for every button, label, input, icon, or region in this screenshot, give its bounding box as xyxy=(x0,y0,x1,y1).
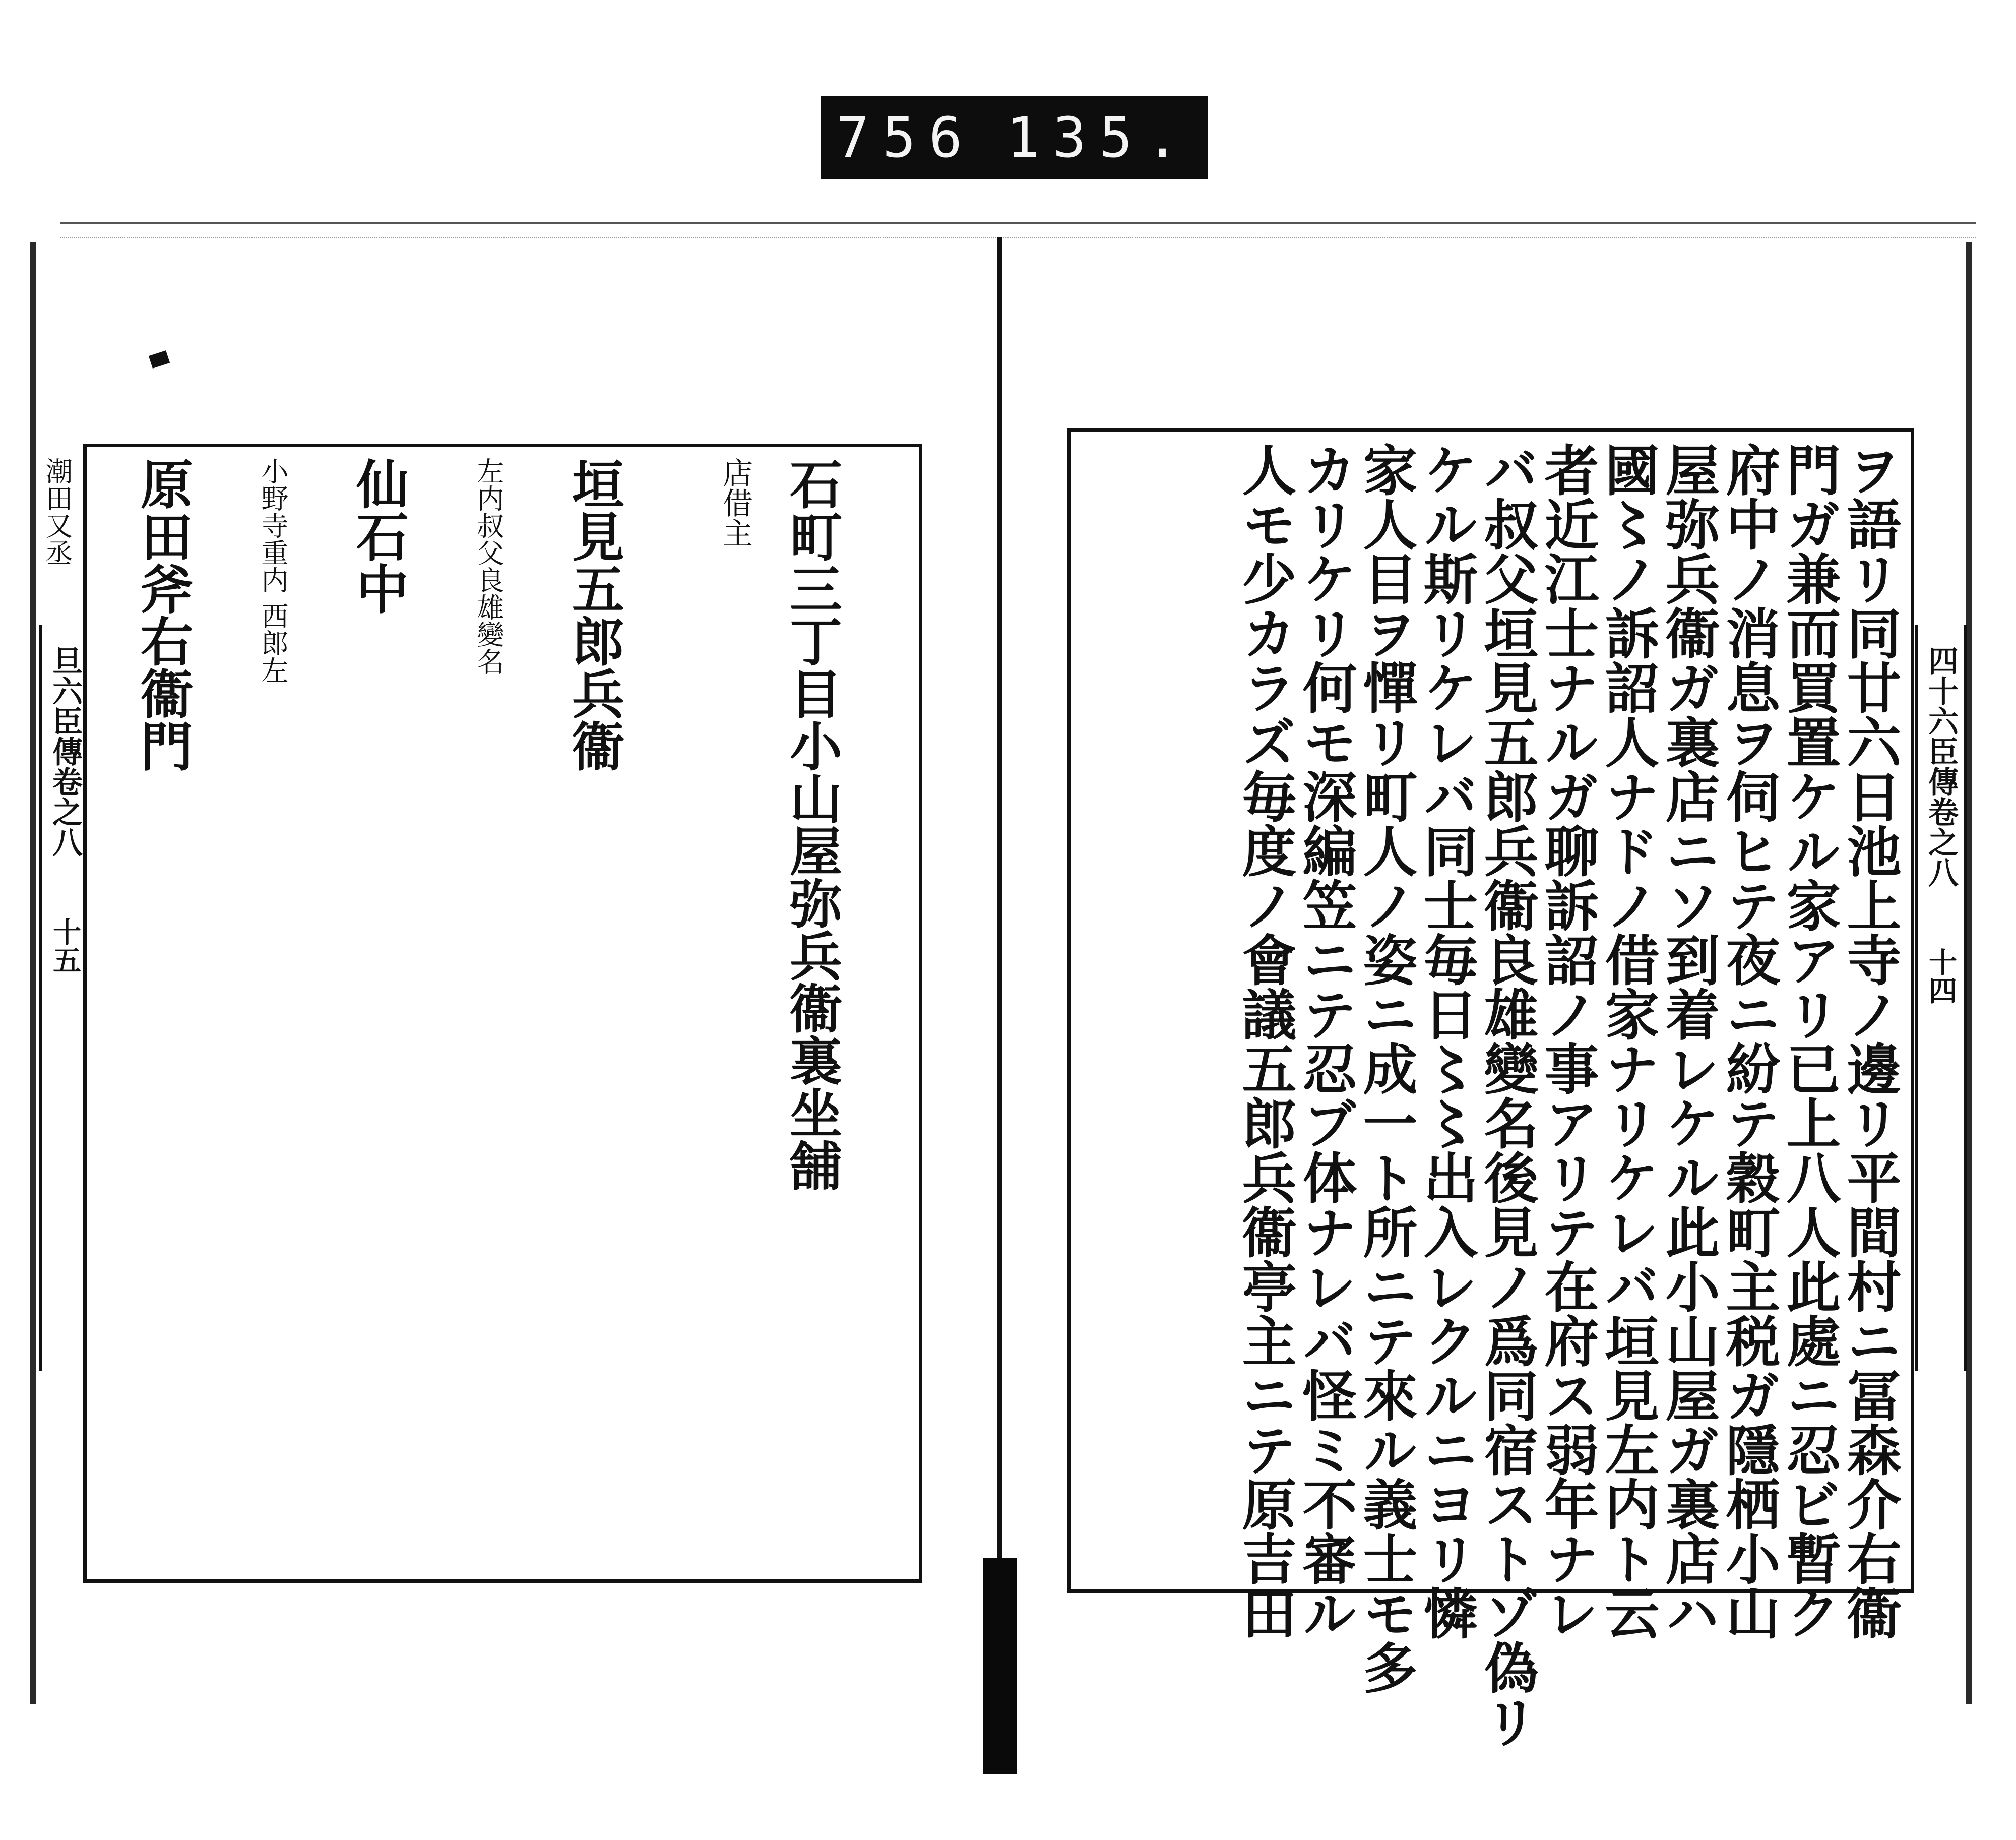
left-signature-text: 旦六臣傳卷之八 xyxy=(47,645,83,857)
left-folio-number: 十五 xyxy=(48,917,82,974)
resident-note: 潮田又丞 xyxy=(41,457,73,566)
text-column: 屋弥兵衞ガ裏店ニソ到着レケル此小山屋ガ裏店ハ xyxy=(1656,442,1720,1640)
resident-name: 垣見五郎兵衞 xyxy=(563,457,625,772)
book-top-edge xyxy=(60,222,1976,238)
text-column: 石町三丁目小山屋弥兵衞裏坐舗 xyxy=(781,457,843,1191)
text-column xyxy=(473,457,719,1569)
archive-number-left: 756 xyxy=(836,105,976,170)
text-column xyxy=(258,457,473,1569)
resident-note: 小野寺重内 西郎左 xyxy=(257,457,289,684)
resident-name: 仙石中 xyxy=(347,457,409,615)
text-column xyxy=(42,457,258,1569)
text-column: カリケリ何モ深編笠ニテ忍ブ体ナレバ怪ミ不審ル xyxy=(1293,442,1357,1640)
text-column: 者近江士ナルガ聊訴詔ノ事アリテ在府ス弱年ナレ xyxy=(1535,442,1599,1640)
text-column: バ叔父垣見五郎兵衞良雄變名後見ノ爲同宿ストゾ偽リ xyxy=(1475,442,1538,1749)
text-column xyxy=(0,457,42,1569)
text-column: 國〻ノ訴詔人ナドノ借家ナリケレバ垣見左内ト云 xyxy=(1596,442,1659,1640)
archive-label xyxy=(821,96,1208,179)
archive-number-right: 135. xyxy=(1006,105,1192,170)
right-margin-signature xyxy=(1915,625,1967,1371)
resident-note: 左内叔父良雄變名 xyxy=(473,457,505,675)
resident-name: 原田斧右衞門 xyxy=(132,457,194,772)
text-column: 人モ少カラズ毎度ノ會議五郎兵衞亭主ニテ原吉田 xyxy=(1233,442,1296,1640)
text-column: 家人目ヲ憚リ町人ノ姿ニ成一ト所ニテ來ル義士モ多 xyxy=(1354,442,1417,1694)
text-column: 府中ノ消息ヲ伺ヒテ夜ニ紛テ穀町主税ガ隱栖小山 xyxy=(1717,442,1780,1640)
ink-blot xyxy=(149,350,170,369)
spine-foot xyxy=(983,1558,1017,1774)
right-folio-number: 十四 xyxy=(1924,948,1958,1004)
text-column: 門ガ兼而買置ケル家アリ已上八人此處ニ忍ビ暫ク xyxy=(1777,442,1841,1640)
right-page-text xyxy=(1085,442,1901,1749)
text-column: ヲ語リ同廿六日池上寺ノ邊リ平間村ニ冨森介右衞 xyxy=(1838,442,1901,1640)
text-column: ケル斯リケレバ同士毎日〻〻出入レクルニヨリ憐 xyxy=(1414,442,1478,1640)
right-signature-text: 四十六臣傳卷之八 xyxy=(1923,645,1959,887)
tenant-label: 店借主 xyxy=(718,457,753,548)
book-spine xyxy=(997,237,1002,1618)
right-page-text-frame xyxy=(1067,428,1914,1749)
